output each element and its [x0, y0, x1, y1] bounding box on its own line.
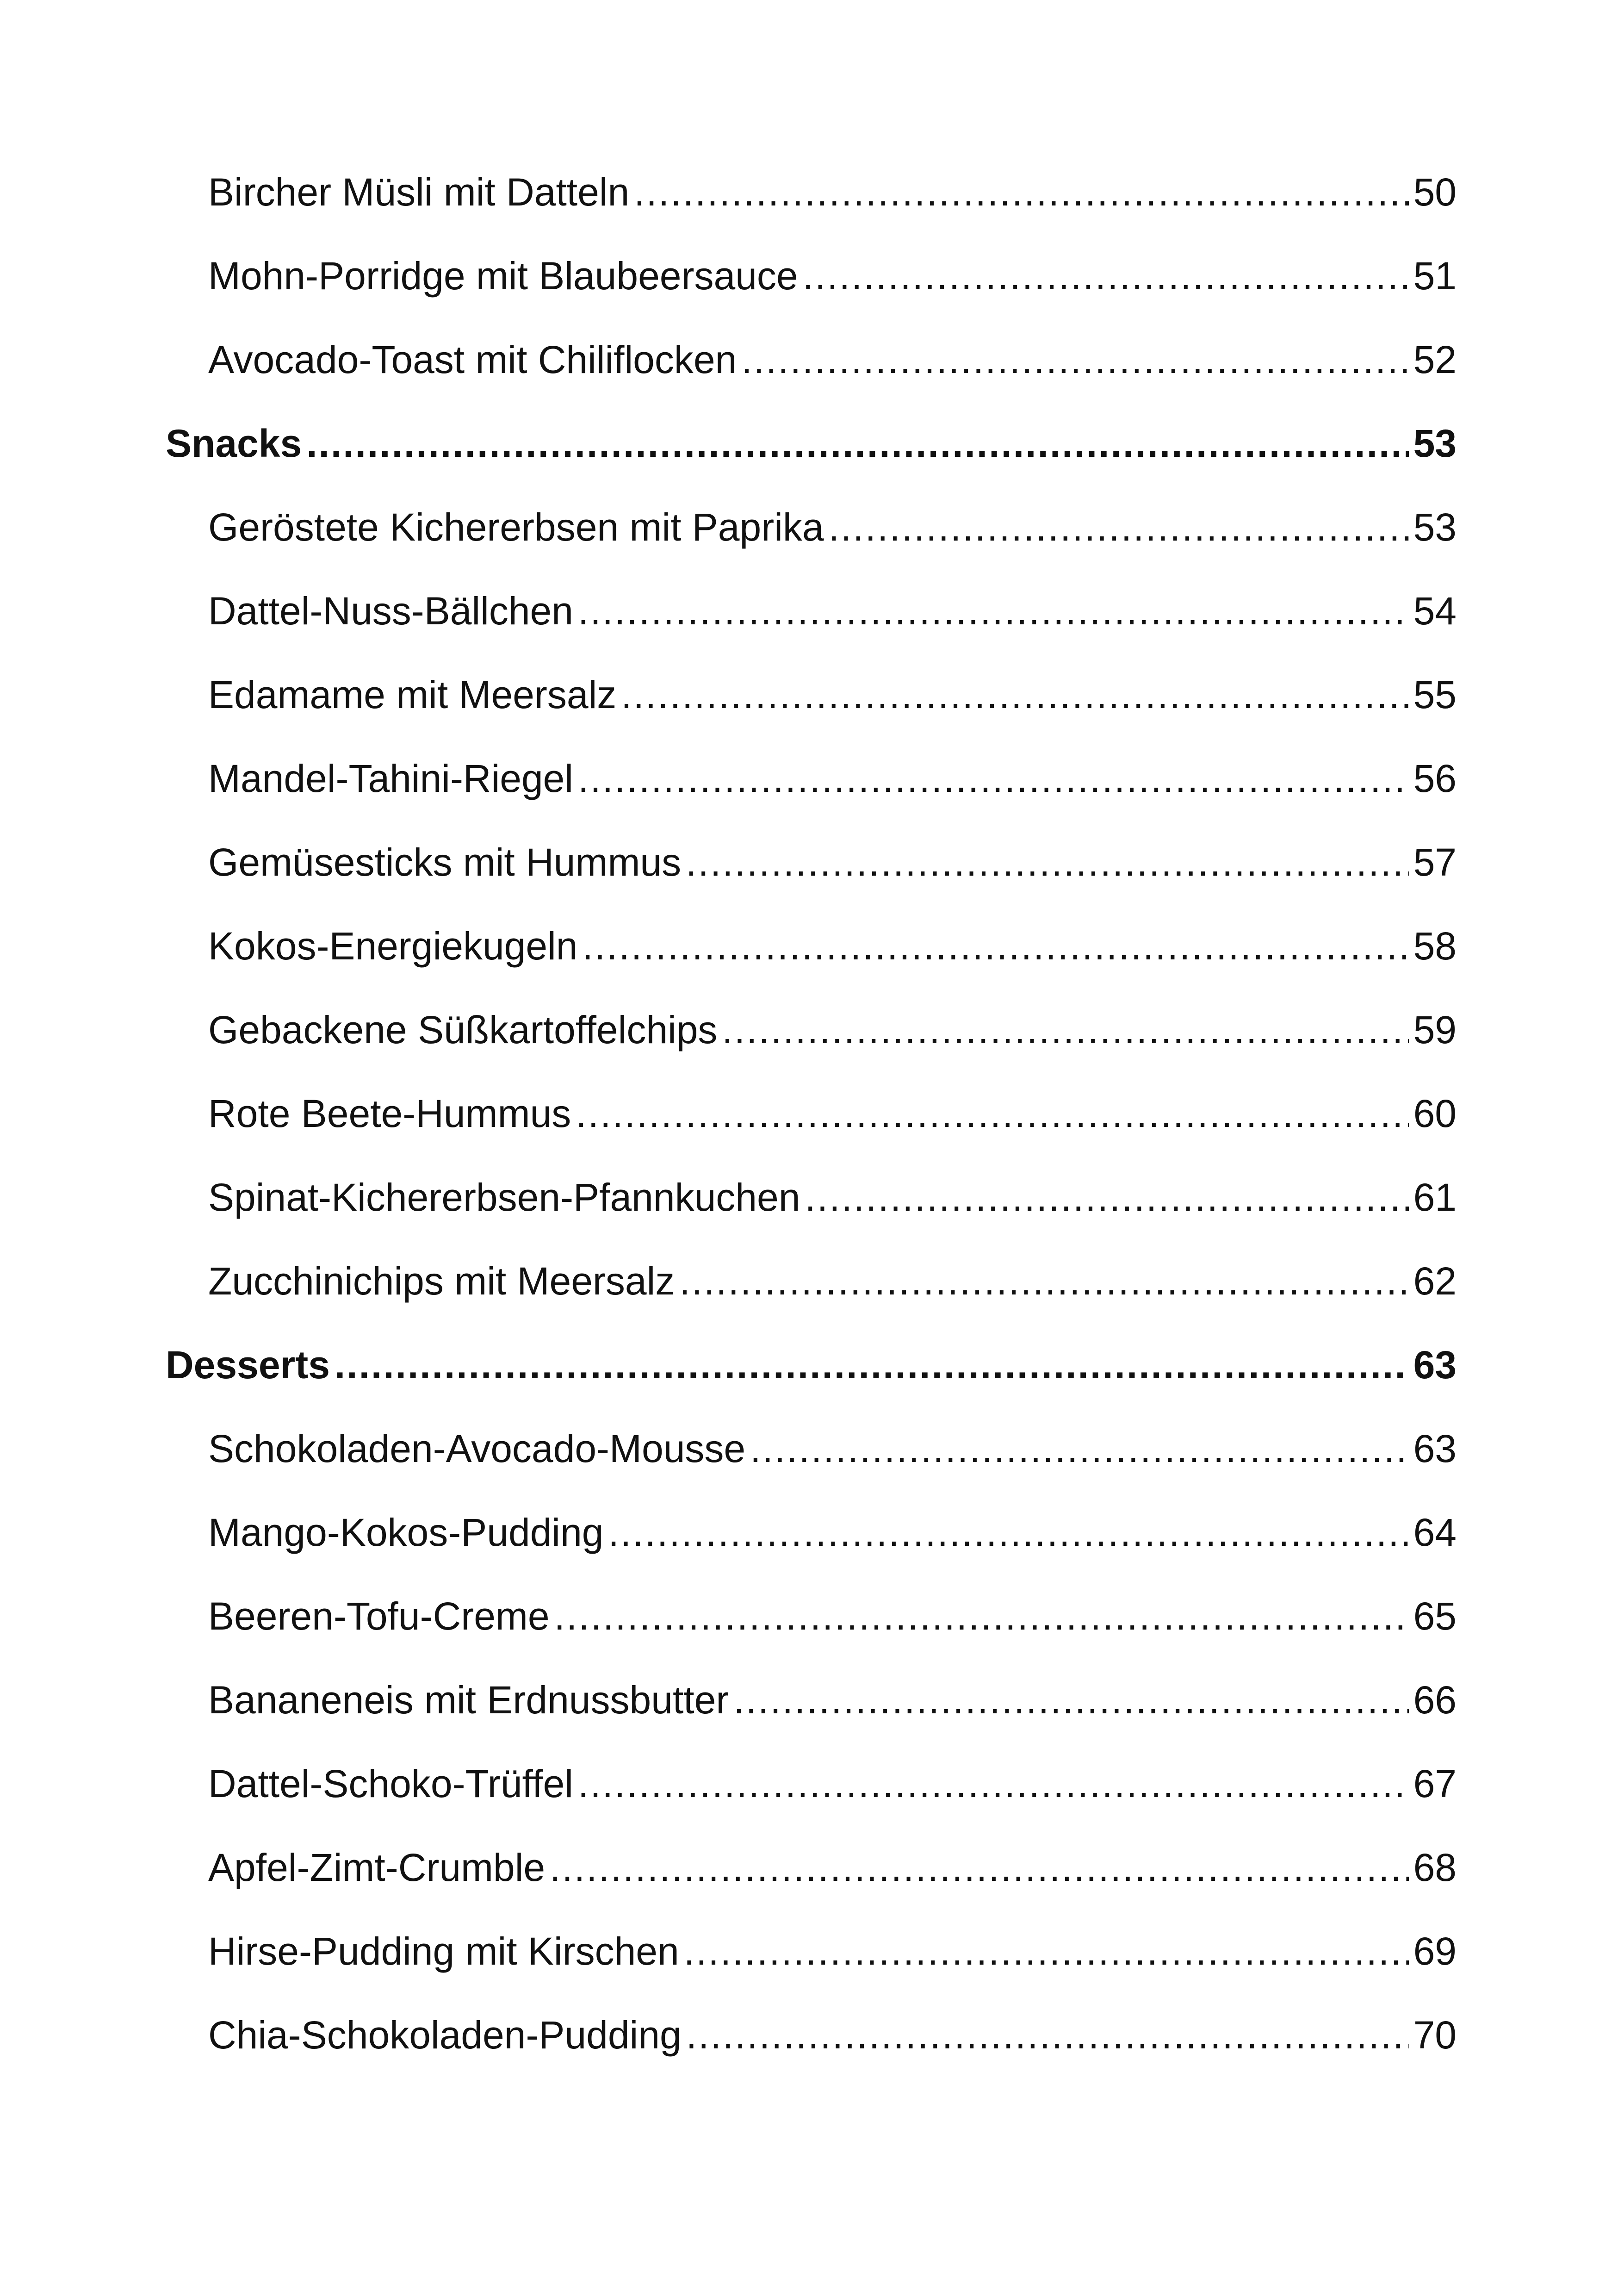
toc-entry-title: Avocado-Toast mit Chiliflocken: [208, 338, 737, 381]
toc-dot-leader: [684, 1910, 1409, 1993]
toc-page-number: 58: [1413, 924, 1457, 968]
toc-row-17[interactable]: [166, 1574, 1457, 1658]
toc-page-number: 57: [1413, 840, 1457, 884]
toc-row-8[interactable]: [166, 821, 1457, 904]
toc-entry-title: Mohn-Porridge mit Blaubeersauce: [208, 254, 798, 298]
toc-page-number: 50: [1413, 170, 1457, 214]
toc-page-number: 63: [1413, 1343, 1457, 1387]
toc-row-1[interactable]: [166, 234, 1457, 318]
toc-dot-leader: [578, 569, 1409, 653]
toc-page-number: 60: [1413, 1092, 1457, 1135]
toc-dot-leader: [722, 988, 1408, 1072]
toc-page-number: 52: [1413, 338, 1457, 381]
toc-entry-title: Apfel-Zimt-Crumble: [208, 1846, 546, 1889]
toc-dot-leader: [621, 653, 1408, 737]
toc-row-20[interactable]: [166, 1826, 1457, 1910]
toc-row-5[interactable]: [166, 569, 1457, 653]
toc-entry-title: Kokos-Energiekugeln: [208, 924, 578, 968]
table-of-contents: [166, 150, 1457, 2077]
toc-row-19[interactable]: [166, 1742, 1457, 1826]
toc-dot-leader: [578, 737, 1409, 821]
toc-dot-leader: [686, 1993, 1409, 2077]
toc-entry-title: Gemüsesticks mit Hummus: [208, 840, 682, 884]
toc-page-number: 56: [1413, 757, 1457, 800]
toc-dot-leader: [608, 1491, 1409, 1574]
toc-entry-title: Beeren-Tofu-Creme: [208, 1594, 550, 1638]
toc-page-number: 61: [1413, 1176, 1457, 1219]
toc-entry-title: Spinat-Kichererbsen-Pfannkuchen: [208, 1176, 800, 1219]
toc-page-number: 53: [1413, 422, 1457, 465]
toc-entry-title: Mandel-Tahini-Riegel: [208, 757, 574, 800]
toc-entry-title: Desserts: [166, 1343, 330, 1387]
toc-entry-title: Hirse-Pudding mit Kirschen: [208, 1929, 679, 1973]
toc-row-10[interactable]: [166, 988, 1457, 1072]
toc-dot-leader: [829, 485, 1409, 569]
toc-dot-leader: [686, 821, 1408, 904]
toc-dot-leader: [576, 1072, 1408, 1156]
toc-page-number: 62: [1413, 1259, 1457, 1303]
toc-entry-title: Zucchinichips mit Meersalz: [208, 1259, 675, 1303]
toc-page-number: 69: [1413, 1929, 1457, 1973]
toc-entry-title: Bananeneis mit Erdnussbutter: [208, 1678, 729, 1722]
toc-row-12[interactable]: [166, 1156, 1457, 1239]
toc-row-22[interactable]: [166, 1993, 1457, 2077]
toc-dot-leader: [335, 1323, 1409, 1407]
toc-dot-leader: [550, 1826, 1408, 1910]
toc-row-13[interactable]: [166, 1239, 1457, 1323]
toc-row-11[interactable]: [166, 1072, 1457, 1156]
toc-entry-title: Bircher Müsli mit Datteln: [208, 170, 630, 214]
toc-entry-title: Gebackene Süßkartoffelchips: [208, 1008, 718, 1052]
toc-row-16[interactable]: [166, 1491, 1457, 1574]
toc-page-number: 55: [1413, 673, 1457, 716]
toc-page-number: 54: [1413, 589, 1457, 633]
toc-dot-leader: [583, 904, 1409, 988]
toc-row-9[interactable]: [166, 904, 1457, 988]
toc-page-number: 59: [1413, 1008, 1457, 1052]
toc-page-number: 51: [1413, 254, 1457, 298]
toc-dot-leader: [554, 1574, 1409, 1658]
toc-dot-leader: [741, 318, 1408, 402]
toc-row-3[interactable]: [166, 402, 1457, 485]
toc-page-number: 65: [1413, 1594, 1457, 1638]
toc-dot-leader: [679, 1239, 1408, 1323]
toc-entry-title: Geröstete Kichererbsen mit Paprika: [208, 505, 824, 549]
toc-entry-title: Edamame mit Meersalz: [208, 673, 617, 716]
toc-row-6[interactable]: [166, 653, 1457, 737]
toc-entry-title: Dattel-Nuss-Bällchen: [208, 589, 573, 633]
toc-entry-title: Mango-Kokos-Pudding: [208, 1511, 604, 1554]
toc-row-18[interactable]: [166, 1658, 1457, 1742]
toc-entry-title: Chia-Schokoladen-Pudding: [208, 2013, 682, 2057]
toc-row-0[interactable]: [166, 150, 1457, 234]
toc-entry-title: Snacks: [166, 422, 302, 465]
toc-row-7[interactable]: [166, 737, 1457, 821]
toc-dot-leader: [750, 1407, 1408, 1491]
toc-entry-title: Dattel-Schoko-Trüffel: [208, 1762, 573, 1805]
toc-dot-leader: [805, 1156, 1408, 1239]
toc-row-15[interactable]: [166, 1407, 1457, 1491]
toc-row-2[interactable]: [166, 318, 1457, 402]
toc-dot-leader: [733, 1658, 1408, 1742]
toc-dot-leader: [803, 234, 1409, 318]
toc-page-number: 68: [1413, 1846, 1457, 1889]
toc-page-number: 66: [1413, 1678, 1457, 1722]
toc-dot-leader: [578, 1742, 1409, 1826]
toc-entry-title: Rote Beete-Hummus: [208, 1092, 571, 1135]
toc-row-14[interactable]: [166, 1323, 1457, 1407]
toc-row-21[interactable]: [166, 1910, 1457, 1993]
toc-page-number: 63: [1413, 1427, 1457, 1470]
toc-entry-title: Schokoladen-Avocado-Mousse: [208, 1427, 746, 1470]
toc-dot-leader: [306, 402, 1408, 485]
toc-page-number: 67: [1413, 1762, 1457, 1805]
toc-page-number: 70: [1413, 2013, 1457, 2057]
toc-page-number: 64: [1413, 1511, 1457, 1554]
toc-page-number: 53: [1413, 505, 1457, 549]
toc-dot-leader: [634, 150, 1408, 234]
toc-row-4[interactable]: [166, 485, 1457, 569]
